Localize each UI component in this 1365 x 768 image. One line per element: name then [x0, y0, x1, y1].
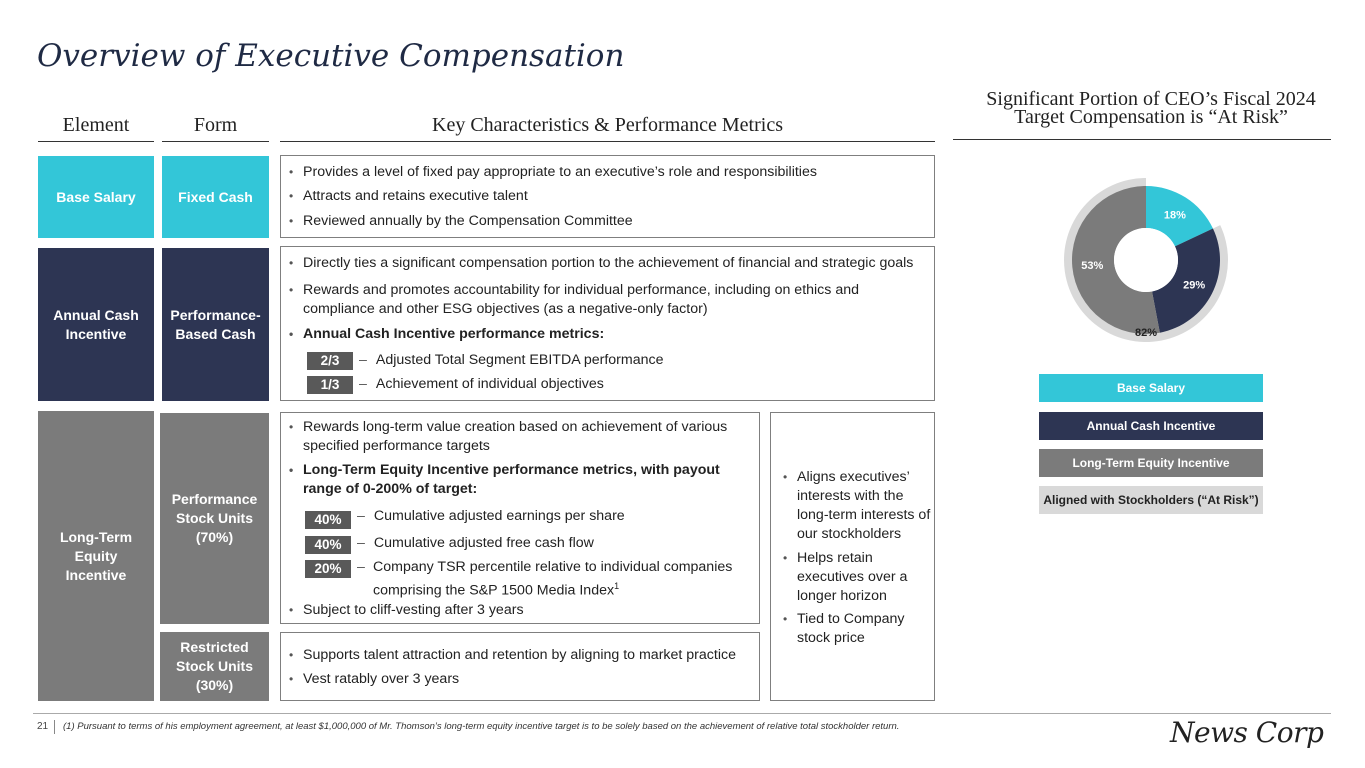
list-item: • Tied to Company stock price: [781, 610, 931, 648]
list-item: • Vest ratably over 3 years: [287, 670, 757, 689]
inner-slice-label: 53%: [1081, 260, 1104, 273]
list-item: • Directly ties a significant compensation portion to the achievement of financial and strategic goals: [287, 254, 932, 273]
annual-cash-characteristics: [280, 246, 935, 401]
list-item: • Rewards and promotes accountability for individual performance, including on ethics and compliance and other ESG objectives (as a negative-only factor): [287, 281, 887, 319]
metric-item: – Company TSR percentile relative to individual companies comprising the S&P 1500 Media Index$^1$: [357, 559, 733, 599]
lti-alignment-box: [770, 412, 935, 701]
metric-text: Cumulative adjusted earnings per share: [373, 508, 625, 524]
inner-slice-label: 18%: [1163, 209, 1186, 222]
divider: [38, 141, 154, 142]
divider: [54, 720, 55, 734]
list-item: • Subject to cliff-vesting after 3 years: [287, 601, 747, 620]
news-corp-logo: News Corp: [1170, 716, 1324, 749]
chart-title-line1: Significant Portion of CEO’s Fiscal 2024: [986, 88, 1316, 110]
footer-divider: [33, 713, 1331, 714]
psu-characteristics: [280, 412, 760, 624]
element-annual-cash-incentive: Annual Cash Incentive: [38, 248, 154, 401]
donut-hole: [1114, 228, 1178, 292]
form-performance-stock-units: Performance Stock Units (70%): [160, 413, 269, 624]
form-restricted-stock-units: Restricted Stock Units (30%): [160, 632, 269, 701]
column-header-form: Form: [193, 114, 238, 136]
column-header-key: Key Characteristics & Performance Metrics: [432, 114, 783, 136]
list-item: • Reviewed annually by the Compensation Committee: [287, 212, 927, 231]
form-performance-based-cash: Performance-Based Cash: [162, 248, 269, 401]
weight-badge: 2/3: [307, 352, 353, 370]
list-item: • Aligns executives’ interests with the long-term interests of our stockholders: [781, 468, 931, 544]
weight-badge: 1/3: [307, 376, 353, 394]
compensation-donut-chart: [1056, 170, 1236, 350]
metric-item: – Achievement of individual objectives: [359, 376, 604, 392]
page-title: Overview of Executive Compensation: [37, 38, 625, 74]
list-item: • Helps retain executives over a longer horizon: [781, 549, 931, 606]
weight-badge: 40%: [305, 511, 351, 529]
chart-title: [955, 90, 1347, 126]
weight-badge: 40%: [305, 536, 351, 554]
inner-slice-label: 29%: [1183, 279, 1206, 292]
column-header-element: Element: [62, 114, 130, 136]
list-item: • Attracts and retains executive talent: [287, 187, 927, 206]
legend-long-term-equity-incentive: Long-Term Equity Incentive: [1039, 449, 1263, 477]
outer-slice-label: 82%: [1134, 327, 1158, 339]
list-item: • Rewards long-term value creation based on achievement of various specified performance targets: [287, 418, 747, 456]
metric-text: Cumulative adjusted free cash flow: [373, 535, 594, 551]
metric-text: Adjusted Total Segment EBITDA performance: [375, 352, 664, 368]
divider: [162, 141, 269, 142]
metric-item: – Cumulative adjusted earnings per share: [357, 508, 625, 524]
legend-annual-cash-incentive: Annual Cash Incentive: [1039, 412, 1263, 440]
weight-badge: 20%: [305, 560, 351, 578]
metric-item: – Cumulative adjusted free cash flow: [357, 535, 594, 551]
element-long-term-equity-incentive: Long-Term Equity Incentive: [38, 411, 154, 701]
divider: [953, 139, 1331, 140]
legend-base-salary: Base Salary: [1039, 374, 1263, 402]
list-item: • Provides a level of fixed pay appropriate to an executive’s role and responsibilities: [287, 163, 927, 182]
base-salary-characteristics: [280, 155, 935, 238]
legend-aligned-at-risk: Aligned with Stockholders (“At Risk”): [1039, 486, 1263, 514]
metric-text: Achievement of individual objectives: [375, 376, 604, 392]
list-item: • Supports talent attraction and retention by aligning to market practice: [287, 646, 757, 665]
chart-title-line2: Target Compensation is “At Risk”: [1014, 106, 1288, 128]
divider: [280, 141, 935, 142]
list-item: • Long-Term Equity Incentive performance metrics, with payout range of 0-200% of target:: [287, 461, 757, 499]
metric-text: Company TSR percentile relative to individual companies comprising the S&P 1500 Media Index: [373, 559, 733, 599]
form-fixed-cash: Fixed Cash: [162, 156, 269, 238]
list-item: • Annual Cash Incentive performance metrics:: [287, 325, 887, 344]
metric-item: – Adjusted Total Segment EBITDA performance: [359, 352, 664, 368]
page-number: 21: [37, 721, 49, 732]
rsu-characteristics: [280, 632, 760, 701]
footnote: (1) Pursuant to terms of his employment agreement, at least $1,000,000 of Mr. Thomson’s long-term equity incentive target is to be solely based on the achievement of relative total stockholder return.: [63, 721, 900, 732]
footnote-marker: 1: [614, 581, 620, 591]
element-base-salary: Base Salary: [38, 156, 154, 238]
